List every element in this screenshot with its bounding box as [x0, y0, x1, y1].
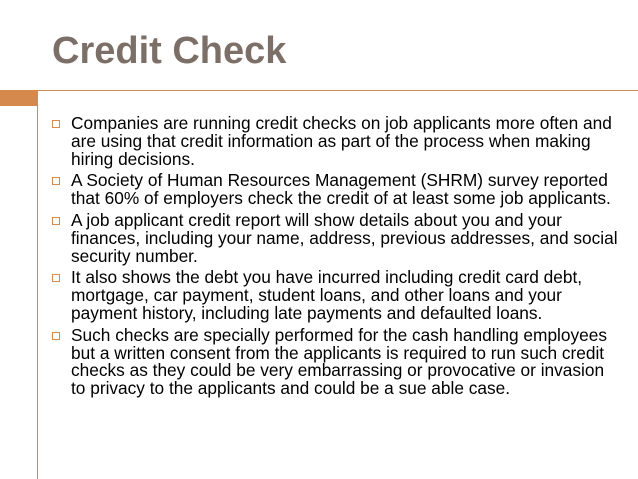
hollow-square-bullet-icon — [52, 217, 60, 225]
hollow-square-bullet-icon — [52, 274, 60, 282]
hollow-square-bullet-icon — [52, 120, 60, 128]
hollow-square-bullet-icon — [52, 177, 60, 185]
title-accent-bar — [0, 90, 37, 106]
bullet-text: A job applicant credit report will show details about you and your finances, including your name, address, previous addresses, and social security number. — [71, 209, 618, 266]
slide-title: Credit Check — [52, 30, 287, 72]
bullet-item — [52, 269, 622, 322]
left-vertical-line — [37, 90, 38, 479]
title-divider-line — [37, 90, 638, 91]
bullet-text: It also shows the debt you have incurred including credit card debt, mortgage, car payment, student loans, and other loans and your payment history, including late payments and defaulted loans. — [71, 267, 583, 323]
bullet-item — [52, 324, 622, 399]
bullet-text: Such checks are specially performed for the cash handling employees but a written consent from the applicants is required to run such credit checks as they could be very embarrassing or provocative or invasion to privacy to the applicants and could be a sue able case. — [71, 324, 608, 399]
bullet-text: A Society of Human Resources Management (SHRM) survey reported that 60% of employers check the credit of at least some job applicants. — [71, 170, 611, 209]
bullet-item — [52, 115, 622, 168]
bullet-list — [52, 115, 622, 402]
bullet-item — [52, 172, 622, 208]
hollow-square-bullet-icon — [52, 332, 60, 340]
bullet-text: Companies are running credit checks on job applicants more often and are using that credit information as part of the process when making hiring decisions. — [71, 113, 612, 169]
bullet-item — [52, 209, 622, 266]
